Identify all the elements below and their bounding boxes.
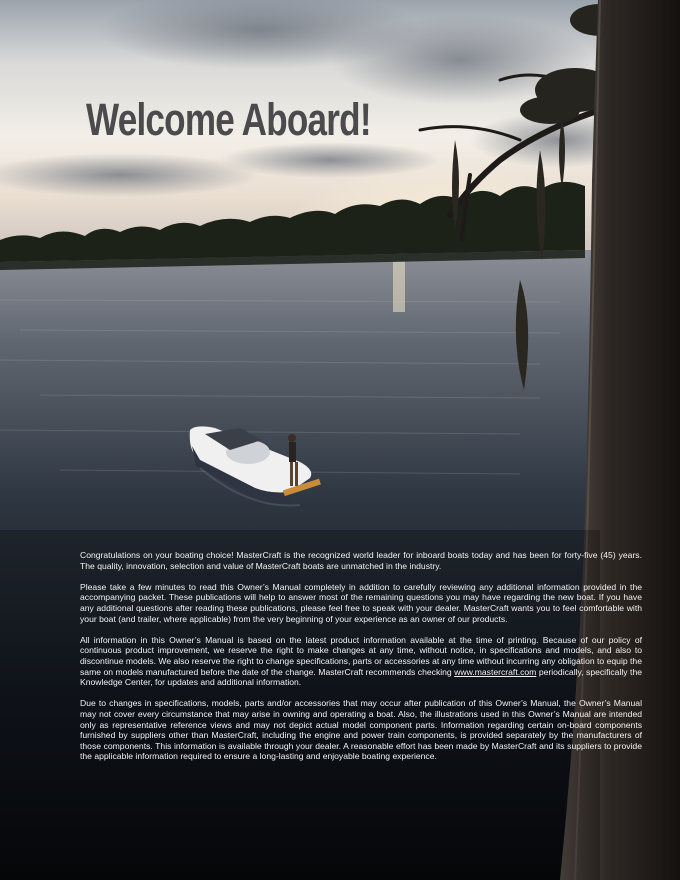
paragraph-text: All information in this Owner’s Manual is based on the latest product information available at the time of printing. Because of our policy of continuous product improvement, we reserve the right to make changes at any time, without notice, in specifications and models, and also to discontinue models. We also reserve the right to change specifications, parts or accessories at any time without incurring any obligation to equip the same on models manufactured before the date of the change. MasterCraft recommends checking xyxy=(80,634,642,677)
paragraph-product-information xyxy=(80,635,642,688)
paragraph-congratulations: Congratulations on your boating choice! MasterCraft is the recognized world leader for inboard boats today and has been for forty-five (45) years. The quality, innovation, selection and value of MasterCraft boats are unmatched in the industry. xyxy=(80,550,642,571)
paragraph-text: periodically, specifically the Knowledge Center, for updates and additional information. xyxy=(80,666,643,688)
paragraph-changes-disclaimer: Due to changes in specifications, models, parts and/or accessories that may occur after publication of this Owner’s Manual, the Owner’s Manual may not cover every circumstance that may arise in owning and operating a boat. Also, the illustrations used in this Owner’s Manual are intended only as representative reference views and may not depict actual model component parts. Information regarding certain on-board components furnished by suppliers other than MasterCraft, including the engine and power train components, is provided separately by the manufacturers of those components. This information is available through your dealer. A reasonable effort has been made by MasterCraft and its suppliers to provide the applicable information required to ensure a long-lasting and enjoyable boating experience. xyxy=(80,698,642,762)
paragraph-read-manual: Please take a few minutes to read this Owner’s Manual completely in addition to carefully reviewing any additional information provided in the accompanying packet. These publications will help to answer most of the remaining questions you may have regarding the new boat. If you have any additional questions after reading these publications, please feel free to speak with your dealer. MasterCraft wants you to feel comfortable with your boat (and trailer, where applicable) from the very beginning of your experience as an owner of our products. xyxy=(80,581,642,624)
intro-text xyxy=(80,550,642,772)
page-title: Welcome Aboard! xyxy=(86,94,371,145)
website-link[interactable]: www.mastercraft.com xyxy=(454,666,537,677)
